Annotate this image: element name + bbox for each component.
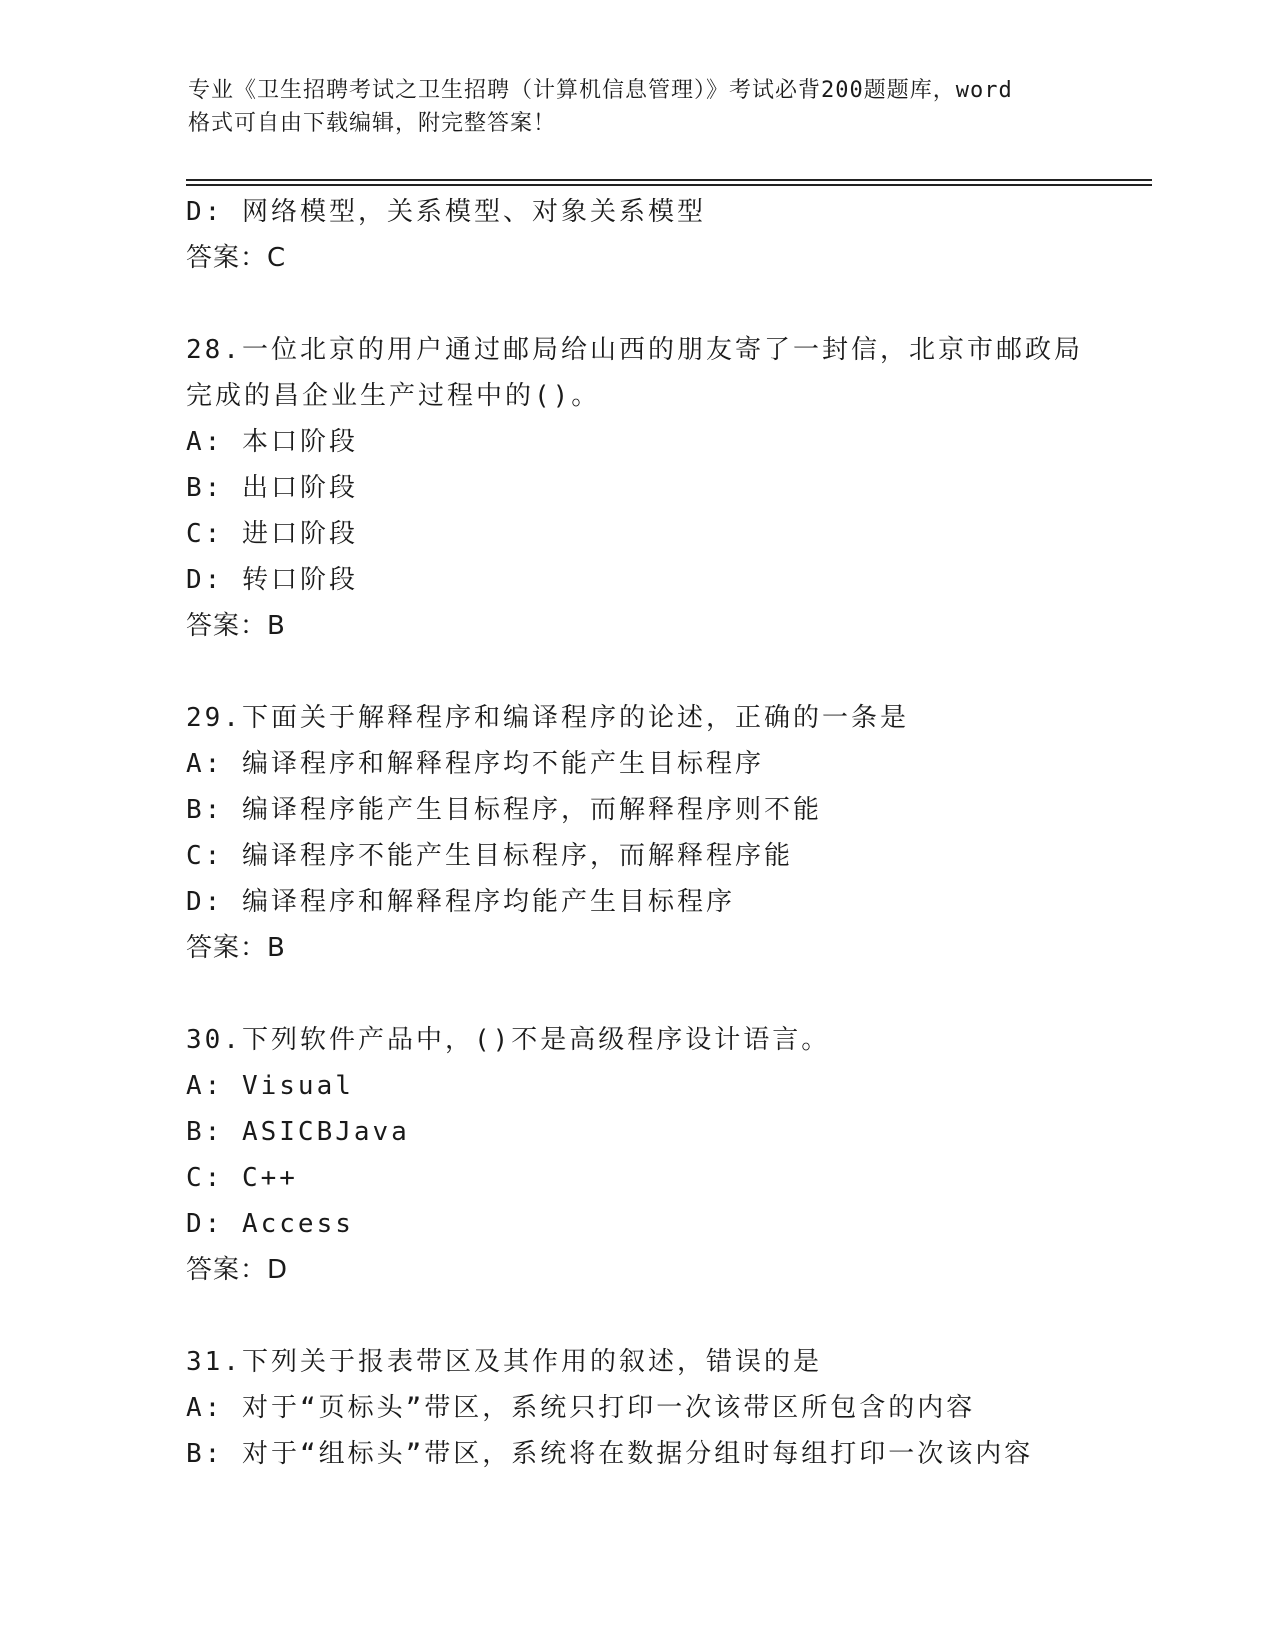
question-28 (186, 327, 1146, 649)
spacer (186, 1293, 1146, 1339)
answer-line: 答案：B (186, 611, 286, 641)
header-title-line-2: 格式可自由下载编辑，附完整答案！ (188, 111, 557, 136)
option-d: D: Access (186, 1209, 354, 1239)
prev-question-tail (186, 189, 1146, 281)
option-a: A: 编译程序和解释程序均不能产生目标程序 (186, 749, 764, 779)
question-29 (186, 695, 1146, 971)
option-a: A: Visual (186, 1071, 354, 1101)
option-b: B: 对于“组标头”带区，系统将在数据分组时每组打印一次该内容 (186, 1439, 1034, 1469)
spacer (186, 971, 1146, 1017)
option-d: D: 转口阶段 (186, 565, 358, 595)
option-c: C: C++ (186, 1163, 298, 1193)
spacer (186, 281, 1146, 327)
option-d: D: 网络模型，关系模型、对象关系模型 (186, 197, 706, 227)
question-30 (186, 1017, 1146, 1293)
question-stem: 28.一位北京的用户通过邮局给山西的朋友寄了一封信，北京市邮政局 (186, 335, 1083, 365)
document-header (188, 74, 1088, 140)
option-a: A: 对于“页标头”带区，系统只打印一次该带区所包含的内容 (186, 1393, 976, 1423)
question-stem: 29.下面关于解释程序和编译程序的论述，正确的一条是 (186, 703, 909, 733)
question-stem: 30.下列软件产品中，()不是高级程序设计语言。 (186, 1025, 831, 1055)
question-stem-continued: 完成的昌企业生产过程中的()。 (186, 381, 601, 411)
question-31 (186, 1339, 1146, 1477)
spacer (186, 649, 1146, 695)
answer-line: 答案：B (186, 933, 286, 963)
option-c: C: 编译程序不能产生目标程序，而解释程序能 (186, 841, 793, 871)
option-c: C: 进口阶段 (186, 519, 358, 549)
question-list (186, 189, 1146, 1477)
option-b: B: 编译程序能产生目标程序，而解释程序则不能 (186, 795, 822, 825)
header-title-line-1: 专业《卫生招聘考试之卫生招聘（计算机信息管理）》考试必背200题题库，word (188, 78, 1013, 103)
question-stem: 31.下列关于报表带区及其作用的叙述，错误的是 (186, 1347, 822, 1377)
answer-line: 答案：D (186, 1255, 289, 1285)
option-b: B: ASICBJava (186, 1117, 410, 1147)
option-b: B: 出口阶段 (186, 473, 358, 503)
answer-line: 答案：C (186, 243, 287, 273)
option-a: A: 本口阶段 (186, 427, 358, 457)
header-divider-top (186, 179, 1152, 181)
option-d: D: 编译程序和解释程序均能产生目标程序 (186, 887, 735, 917)
header-divider-bottom (186, 184, 1152, 186)
